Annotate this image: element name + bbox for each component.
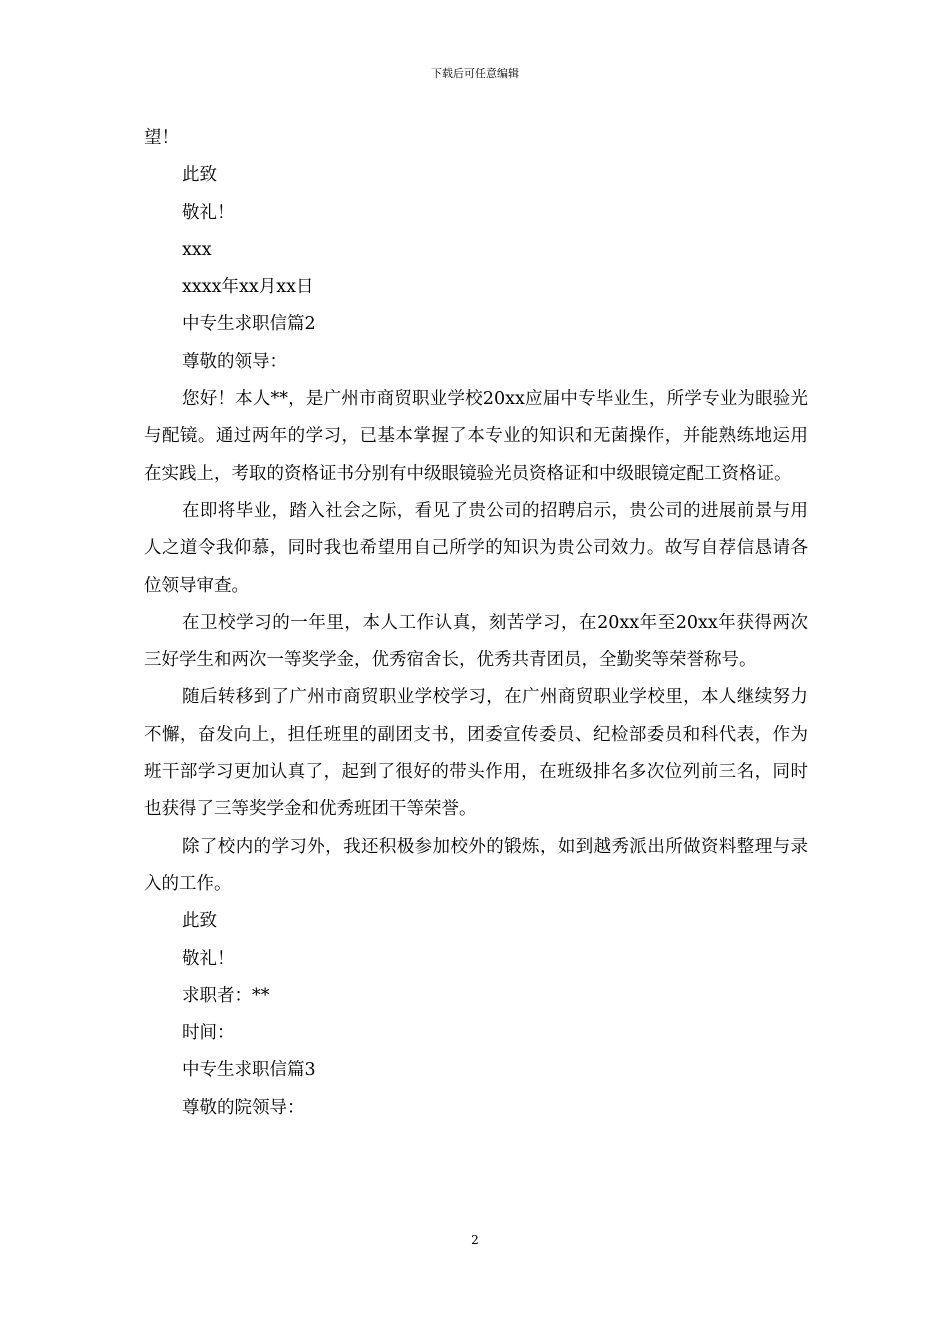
document-body bbox=[144, 120, 808, 1127]
paragraph: 除了校内的学习外，我还积极参加校外的锻炼，如到越秀派出所做资料整理与录入的工作。 bbox=[144, 836, 808, 894]
paragraph: 您好！本人**，是广州市商贸职业学校20xx应届中专毕业生，所学专业为眼验光与配镜。通过两年的学习，已基本掌握了本专业的知识和无菌操作，并能熟练地运用在实践上，考取的资格证书分别有中级眼镜验光员资格证和中级眼镜定配工资格证。 bbox=[144, 389, 808, 484]
signature-name: 求职者：** bbox=[182, 985, 270, 1006]
signature-name: xxx bbox=[182, 239, 212, 260]
letter-greeting: 尊敬的院领导： bbox=[182, 1097, 305, 1118]
closing-regards: 敬礼！ bbox=[182, 202, 235, 223]
closing-salutation: 此致 bbox=[182, 911, 217, 932]
section-title: 中专生求职信篇3 bbox=[182, 1060, 316, 1081]
page-number: 2 bbox=[471, 1233, 479, 1247]
section-title: 中专生求职信篇2 bbox=[182, 314, 316, 335]
page-header: 下载后可任意编辑 bbox=[431, 67, 519, 80]
letter-greeting: 尊敬的领导： bbox=[182, 351, 287, 372]
signature-date: 时间： bbox=[182, 1023, 235, 1044]
closing-salutation: 此致 bbox=[182, 165, 217, 186]
paragraph: 在即将毕业，踏入社会之际，看见了贵公司的招聘启示，贵公司的进展前景与用人之道令我仰慕，同时我也希望用自己所学的知识为贵公司效力。故写自荐信恳请各位领导审查。 bbox=[144, 500, 808, 596]
paragraph: 随后转移到了广州市商贸职业学校学习，在广州商贸职业学校里，本人继续努力不懈，奋发向上，担任班里的副团支书，团委宣传委员、纪检部委员和科代表，作为班干部学习更加认真了，起到了很好的带头作用，在班级排名多次位列前三名，同时也获得了三等奖学金和优秀班团干等荣誉。 bbox=[144, 687, 808, 820]
paragraph-continuation: 望！ bbox=[144, 128, 179, 148]
signature-date: xxxx年xx月xx日 bbox=[182, 277, 314, 298]
paragraph: 在卫校学习的一年里，本人工作认真，刻苦学习，在20xx年至20xx年获得两次三好学生和两次一等奖学金，优秀宿舍长，优秀共青团员，全勤奖等荣誉称号。 bbox=[144, 612, 808, 671]
closing-regards: 敬礼！ bbox=[182, 948, 235, 969]
